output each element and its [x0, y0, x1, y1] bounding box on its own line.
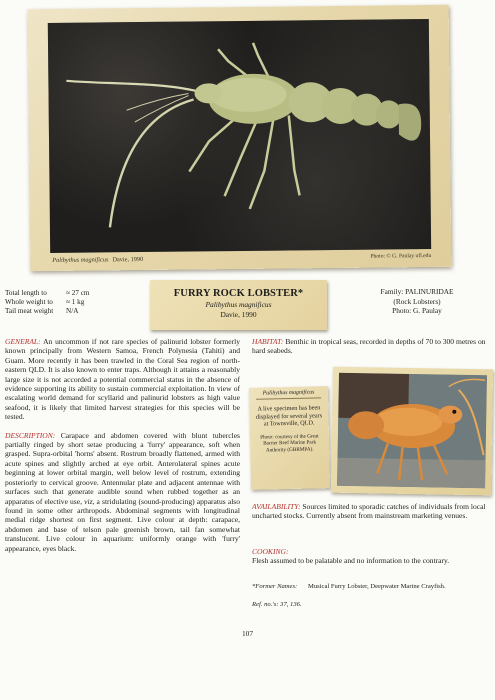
cooking-section	[252, 547, 490, 566]
availability-heading: AVAILABILITY:	[252, 502, 301, 511]
availability-section	[252, 502, 490, 521]
photo-caption	[52, 256, 143, 264]
description-text-b: , a stridulating (sound-producing) apparatus also found in some other arthropods. Abdominal segments with longitudinal medial ridge shortest on first segment. Live colour at depth: carapace, abdomen and base of telson pale greenish brown, tail fan somewhat translucent. Live colour in aquarium: uniformly orange with 'furry' appearance, eyes black.	[5, 496, 240, 553]
note-divider	[256, 397, 321, 399]
general-heading: GENERAL:	[5, 337, 41, 346]
family-photo-credit: Photo: G. Paulay	[392, 306, 442, 316]
cooking-heading: COOKING:	[252, 547, 289, 556]
description-heading: DESCRIPTION:	[5, 430, 56, 440]
habitat-section	[252, 337, 488, 356]
scientific-name: Palibythus magnificus	[205, 300, 272, 309]
aquarium-photo-card	[331, 367, 493, 496]
species-title-card	[150, 280, 327, 330]
lobster-illustration	[48, 19, 431, 253]
photo-credit: Photo: © G. Paulay ufl.edu	[370, 252, 432, 260]
main-photo-card	[28, 5, 452, 271]
family-common: (Rock Lobsters)	[393, 296, 441, 306]
species-author: Davie, 1990	[220, 310, 257, 319]
stat-label: Whole weight to	[5, 298, 53, 306]
former-names	[252, 582, 490, 591]
photo-caption-species: Palibythus magnificus	[52, 256, 109, 264]
description-viz: viz	[84, 496, 93, 506]
habitat-heading: HABITAT:	[252, 337, 284, 346]
stat-row	[5, 289, 90, 298]
stats-block	[5, 289, 90, 316]
note-body: A live specimen has been displayed for several years at Townsville, QLD.	[255, 404, 323, 428]
former-names-label: *Former Names:	[252, 583, 298, 590]
stat-label: Total length to	[5, 289, 47, 297]
description-section	[5, 431, 240, 553]
cooking-text: Flesh assumed to be palatable and no information to the contrary.	[252, 556, 450, 566]
specimen-note-card	[249, 386, 330, 490]
stat-value: N/A	[66, 307, 79, 315]
references: Ref. no.'s: 37, 136.	[252, 601, 302, 608]
habitat-text: Benthic in tropical seas, recorded in depths of 70 to 300 metres on hard seabeds.	[252, 337, 486, 356]
stat-label: Tail meat weight	[5, 307, 54, 315]
stat-value: ≈ 1 kg	[66, 298, 85, 306]
photo-caption-year: Davie, 1990	[112, 256, 144, 264]
aquarium-photo	[337, 373, 487, 489]
family-block	[352, 287, 482, 316]
availability-text: Sources limited to sporadic catches of individuals from local uncharted stocks. Currently absent from mainstream marketing venues.	[252, 502, 486, 521]
note-credit: Photo: courtesy of the Great Barrier Reef Marine Park Authority (GBRMPA).	[260, 433, 319, 454]
description-text-a: Carapace and abdomen covered with blunt tubercles partially ringed by short setae producing a 'furry' appearance, soft when grasped. Supra-orbital 'horns' absent. Rostrum broadly flattened, armed with acute spines and slightly arched at eye orbit. Anterolateral spines acute beginning at lower orbital margin, well below level of rostrum, extending posteriorly to cervical groove. Antennular plate and adjacent antennae with surfaces such that generate audible sound when rubbed together as an apparatus of elective use,	[5, 430, 240, 506]
left-column	[5, 337, 240, 562]
orange-lobster-illustration	[337, 373, 487, 489]
stat-value: ≈ 27 cm	[66, 289, 90, 297]
former-names-value: Musical Furry Lobster, Deepwater Marine Crayfish.	[308, 583, 446, 590]
species-title: FURRY ROCK LOBSTER*	[173, 288, 304, 299]
lobster-photo	[48, 19, 431, 253]
note-title: Palibythus magnificus	[262, 389, 315, 397]
general-text: An uncommon if not rare species of palinurid lobster formerly known principally from Western Samoa, French Polynesia (Tahiti) and Guam. More recently it has been trawled in the Coral Sea region of north-eastern QLD. It is also known to enter traps. Although it attains a reasonably large size it is not accorded a potential commercial status in the absence of evidence supporting its ability to sustain commercial exploitation. In view of escalating world demand for scyllarid and palinurid lobsters as high value seafood, it is likely that limited harvest strategies for this species will be tested.	[5, 337, 240, 422]
family-line: Family: PALINURIDAE	[380, 287, 454, 296]
former-names-row	[252, 582, 490, 591]
stat-row	[5, 307, 90, 316]
stat-row	[5, 298, 90, 307]
general-section	[5, 337, 240, 422]
page-number: 107	[241, 629, 254, 638]
